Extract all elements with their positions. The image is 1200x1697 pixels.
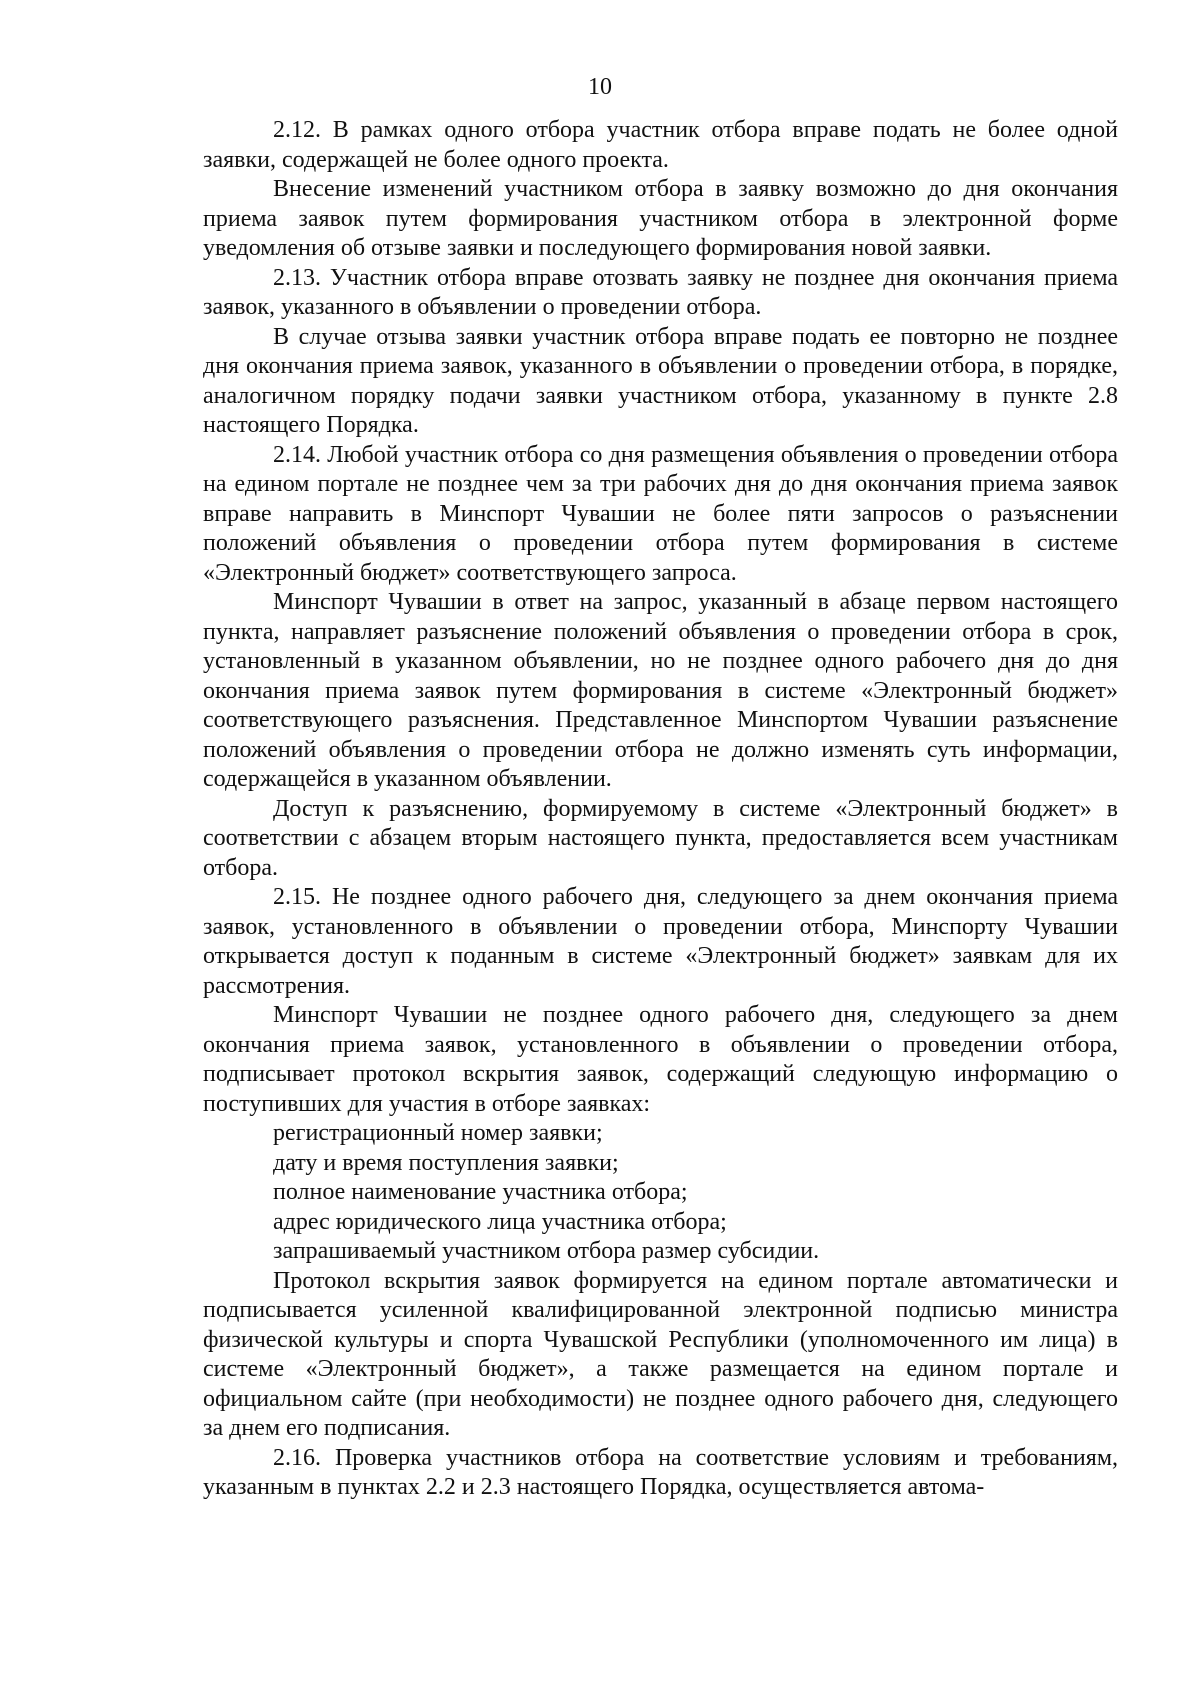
list-item: регистрационный номер заявки; [273,1120,603,1146]
paragraph-2-15: 2.15. Не позднее одного рабочего дня, следующего за днем окончания приема заявок, установленного в объявлении о проведении отбора, Минспорту Чувашии открывается доступ к поданным в системе «Электронный бюджет» заявкам для их рассмотрения. [203,884,1118,999]
paragraph-2-14: 2.14. Любой участник отбора со дня размещения объявления о проведении отбора на едином портале не позднее чем за три рабочих дня до дня окончания приема заявок вправе направить в Минспорт Чувашии не более пяти запросов о разъяснении положений объявления о проведении отбора путем формирования в системе «Электронный бюджет» соответствующего запроса. [203,441,1118,586]
paragraph: В случае отзыва заявки участник отбора вправе подать ее повторно не позднее дня окончания приема заявок, указанного в объявлении о проведении отбора, в порядке, аналогичном порядку подачи заявки участником отбора, указанному в пункте 2.8 настоящего Порядка. [203,323,1118,438]
paragraph-2-12: 2.12. В рамках одного отбора участник отбора вправе подать не более одной заявки, содержащей не более одного проекта. [203,117,1118,173]
paragraph: Протокол вскрытия заявок формируется на едином портале автоматически и подписывается усиленной квалифицированной электронной подписью министра физической культуры и спорта Чувашской Республики (уполномоченного им лица) в системе «Электронный бюджет», а также размещается на едином портале и официальном сайте (при необходимости) не позднее одного рабочего дня, следующего за днем его подписания. [203,1267,1118,1441]
paragraph-2-13: 2.13. Участник отбора вправе отозвать заявку не позднее дня окончания приема заявок, указанного в объявлении о проведении отбора. [203,264,1118,320]
page-number: 10 [588,74,612,100]
list-item: полное наименование участника отбора; [273,1179,688,1205]
paragraph: Минспорт Чувашии в ответ на запрос, указанный в абзаце первом настоящего пункта, направляет разъяснение положений объявления о проведении отбора в срок, установленный в указанном объявлении, но не позднее одного рабочего дня до дня окончания приема заявок путем формирования в системе «Электронный бюджет» соответствующего разъяснения. Представленное Минспортом Чувашии разъяснение положений объявления о проведении отбора не должно изменять суть информации, содержащейся в указанном объявлении. [203,589,1118,792]
paragraph: Минспорт Чувашии не позднее одного рабочего дня, следующего за днем окончания приема заявок, установленного в объявлении о проведении отбора, подписывает протокол вскрытия заявок, содержащий следующую информацию о поступивших для участия в отборе заявках: [203,1002,1118,1117]
list-item: запрашиваемый участником отбора размер субсидии. [273,1238,820,1264]
paragraph: Внесение изменений участником отбора в заявку возможно до дня окончания приема заявок путем формирования участником отбора в электронной форме уведомления об отзыве заявки и последующего формирования новой заявки. [203,176,1118,261]
paragraph: Доступ к разъяснению, формируемому в системе «Электронный бюджет» в соответствии с абзацем вторым настоящего пункта, предоставляется всем участникам отбора. [203,795,1118,881]
paragraph-2-16: 2.16. Проверка участников отбора на соответствие условиям и требованиям, указанным в пунктах 2.2 и 2.3 настоящего Порядка, осуществляется автома- [203,1444,1118,1500]
document-body [203,116,1118,1503]
list-item: адрес юридического лица участника отбора; [273,1208,727,1235]
list-item: дату и время поступления заявки; [273,1149,619,1176]
